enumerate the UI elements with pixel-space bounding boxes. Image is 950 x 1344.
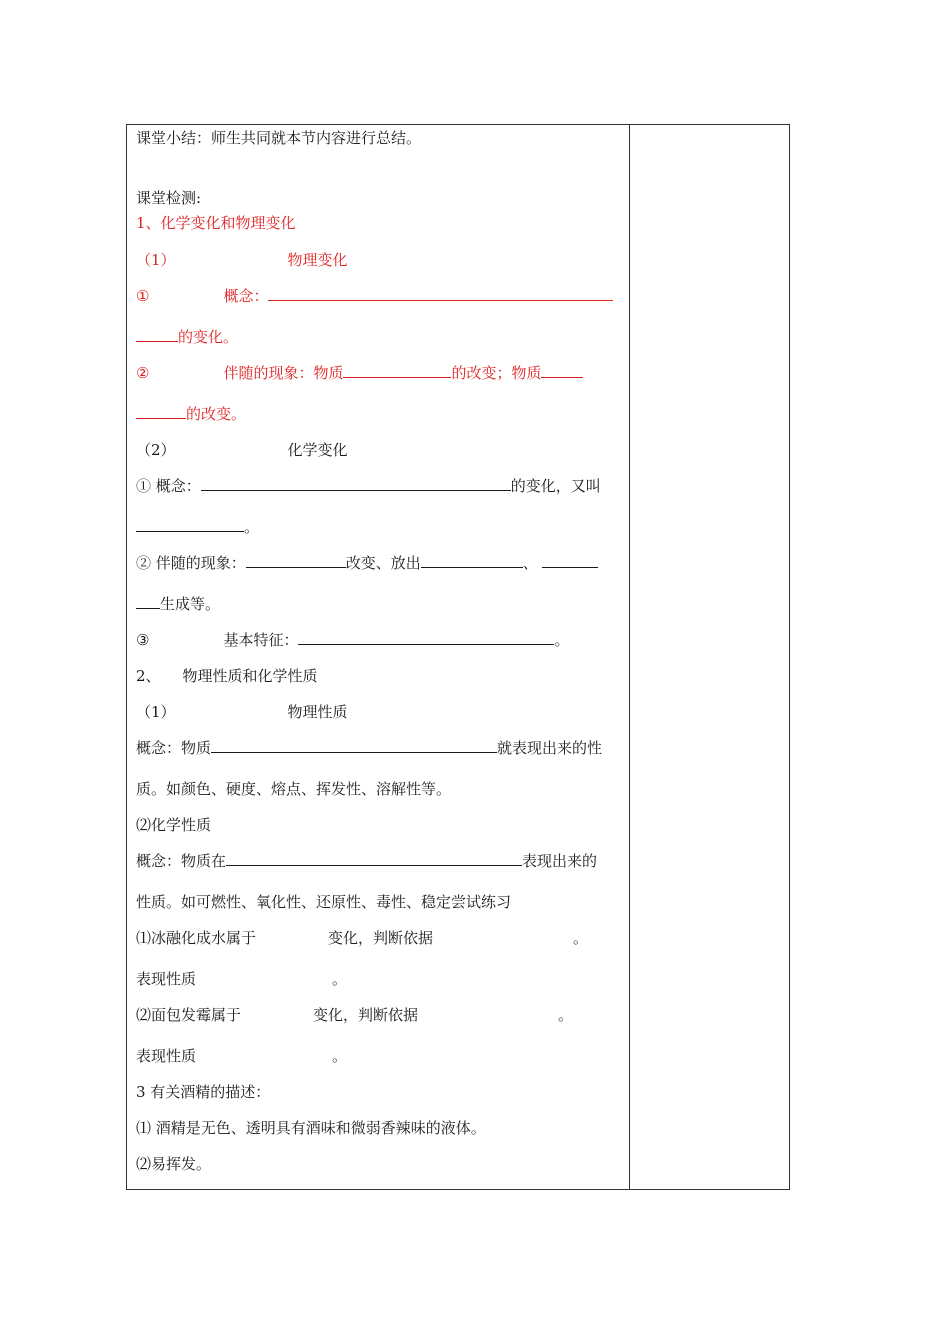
p2-phenomena: ② 伴随的现象： 改变、放出 、 (136, 553, 598, 573)
exercise1: ⑴冰融化成水属于 变化，判断依据 。 (136, 929, 589, 947)
section1-title: 1、化学变化和物理变化 (136, 214, 296, 232)
q1-concept-cont: 质。如颜色、硬度、熔点、挥发性、溶解性等。 (136, 780, 452, 798)
p2-concept: ① 概念： 的变化，又叫 (136, 477, 601, 495)
p2-feature: ③ 基本特征： 。 (136, 631, 570, 649)
section2-title: 2、 物理性质和化学性质 (136, 667, 318, 685)
p1-heading: （1） 物理变化 (136, 251, 348, 269)
section3-item2: ⑵易挥发。 (136, 1155, 212, 1173)
q1-heading: （1） 物理性质 (136, 703, 348, 721)
q2-concept: 概念：物质在 表现出来的 (136, 852, 598, 870)
q2-concept-cont: 性质。如可燃性、氧化性、还原性、毒性、稳定尝试练习 (136, 893, 512, 911)
section3-item1: ⑴ 酒精是无色、透明具有酒味和微弱香辣味的液体。 (136, 1119, 486, 1137)
p2-heading: （2） 化学变化 (136, 441, 348, 459)
p1-phenomena-cont: 的改变。 (136, 404, 246, 424)
p2-concept-cont: 。 (136, 517, 259, 537)
exercise2: ⑵面包发霉属于 变化，判断依据 。 (136, 1006, 574, 1024)
p1-concept-cont: 的变化。 (136, 327, 238, 347)
q1-concept: 概念：物质 就表现出来的性 (136, 739, 603, 757)
check-title: 课堂检测: (136, 189, 202, 207)
table-column-divider (629, 124, 630, 1190)
p1-phenomena: ② 伴随的现象：物质 的改变；物质 (136, 363, 583, 383)
p1-concept: ① 概念： (136, 286, 613, 306)
section3-title: 3 有关酒精的描述： (136, 1083, 271, 1101)
exercise1-cont: 表现性质 。 (136, 970, 348, 988)
content-table (126, 124, 790, 1190)
summary-line: 课堂小结：师生共同就本节内容进行总结。 (136, 129, 422, 147)
exercise2-cont: 表现性质 。 (136, 1047, 348, 1065)
p2-phenomena-cont: 生成等。 (136, 594, 220, 614)
q2-heading: ⑵化学性质 (136, 816, 212, 834)
